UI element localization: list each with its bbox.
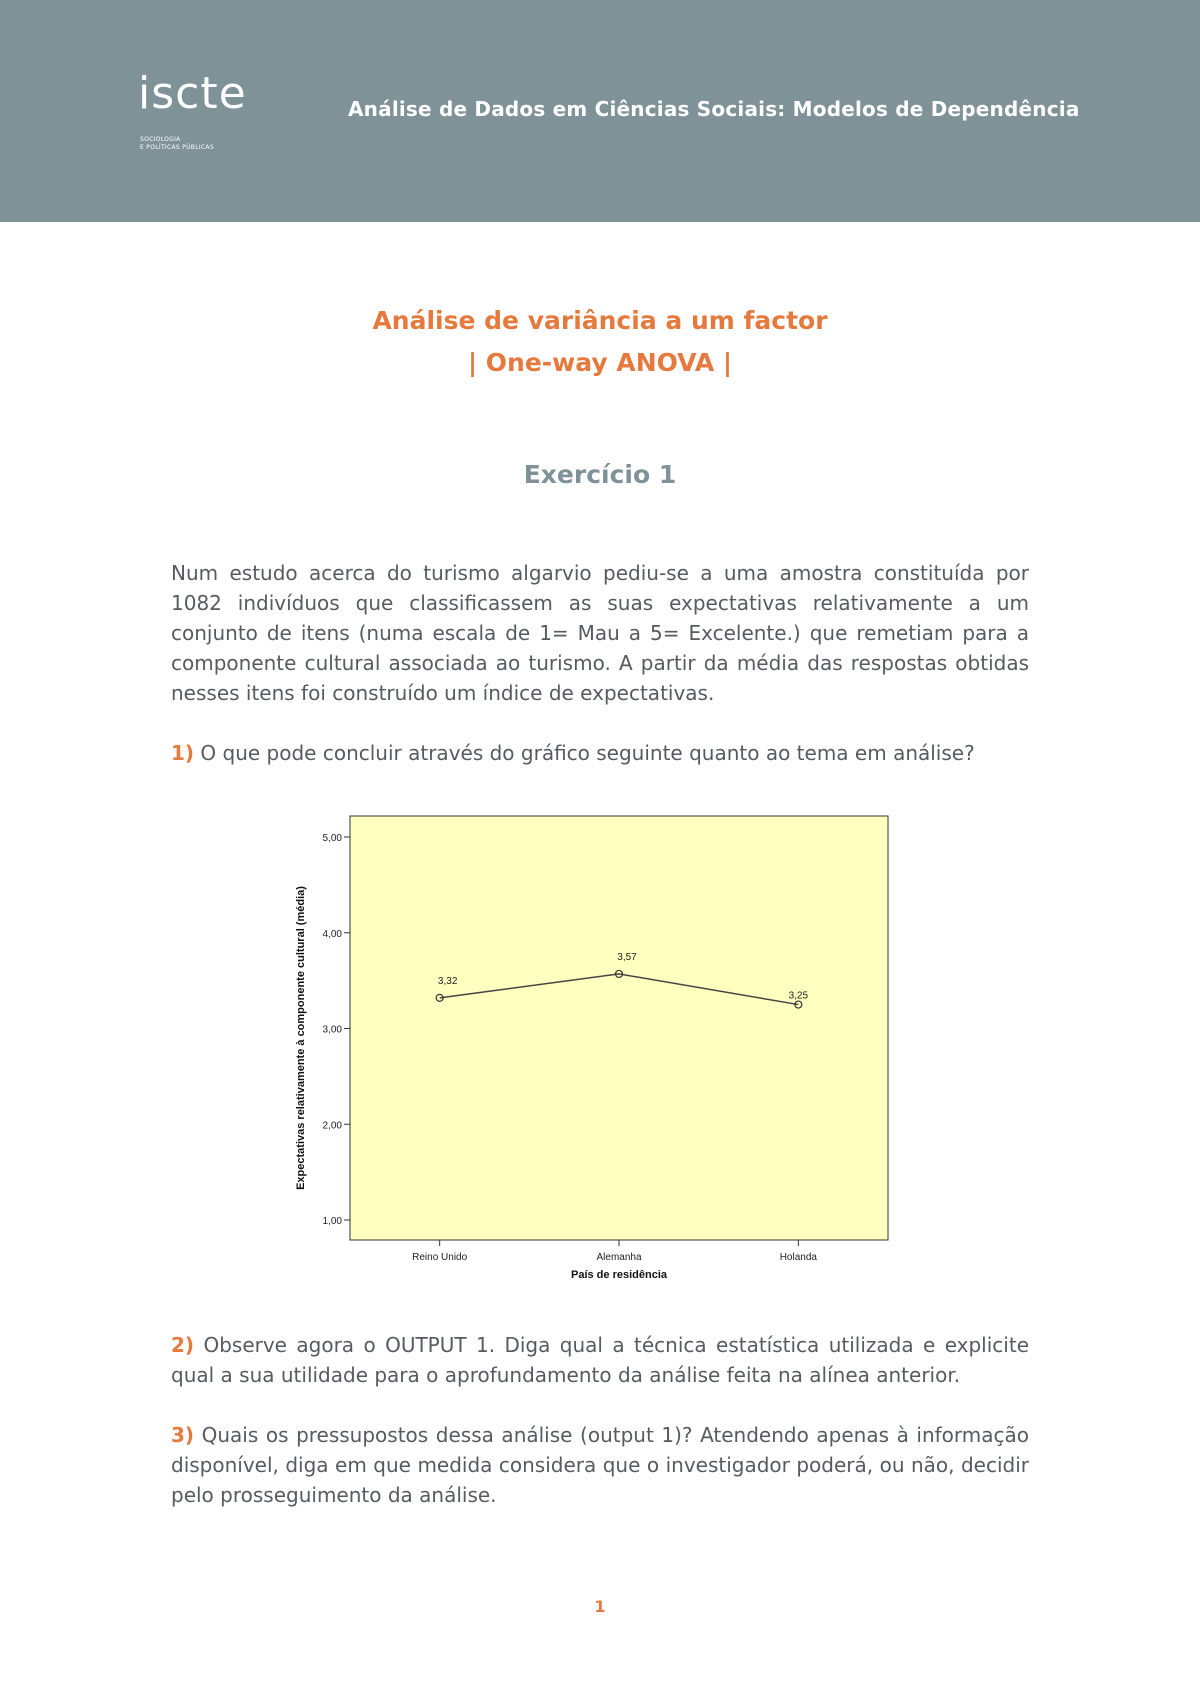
question-3-text: Quais os pressupostos dessa análise (output 1)? Atendendo apenas à informação disponível, diga em que medida considera que o investigador poderá, ou não, decidir pelo prosseguimento da análise.: [171, 1423, 1029, 1507]
x-tick-label: Reino Unido: [412, 1252, 468, 1263]
exercise-heading: Exercício 1: [523, 460, 677, 489]
data-label: 3,25: [788, 990, 809, 1002]
intro-paragraph: Num estudo acerca do turismo algarvio pediu-se a uma amostra constituída por 1082 indivíduos que classificassem as suas expectativas relativamente a um conjunto de itens (numa escala de 1= Mau a 5= Excelente.) que remetiam para a componente cultural associada ao turismo. A partir da média das respostas obtidas nesses itens foi construído um índice de expectativas.: [171, 561, 1029, 705]
y-tick-label: 2,00: [322, 1120, 342, 1132]
logo-subtitle: [140, 136, 214, 152]
logo-subtitle-line-2: E POLÍTICAS PÚBLICAS: [140, 144, 214, 151]
x-axis-title: País de residência: [571, 1269, 667, 1281]
x-tick-label: Holanda: [779, 1252, 817, 1263]
title-line-2: | One-way ANOVA |: [467, 348, 733, 377]
document-title: [0, 300, 1200, 384]
y-tick-label: 1,00: [322, 1216, 342, 1227]
question-3: [171, 1420, 1029, 1510]
course-title: Análise de Dados em Ciências Sociais: Modelos de Dependência: [348, 97, 1080, 121]
data-label: 3,57: [617, 951, 637, 963]
y-axis-title: Expectativas relativamente à componente cultural (média): [295, 886, 307, 1190]
iscte-logo: iscte: [138, 68, 247, 119]
question-2-number: 2): [171, 1333, 195, 1357]
data-label: 3,32: [437, 975, 458, 987]
means-line-chart: [290, 808, 910, 1288]
question-1-text: O que pode concluir através do gráfico seguinte quanto ao tema em análise?: [194, 741, 975, 765]
page-number: 1: [594, 1597, 606, 1616]
question-2: [171, 1330, 1029, 1390]
chart-svg: [290, 808, 910, 1288]
question-1: [171, 738, 1029, 768]
page-header: [0, 0, 1200, 222]
question-1-number: 1): [171, 741, 195, 765]
question-2-text: Observe agora o OUTPUT 1. Diga qual a técnica estatística utilizada e explicite qual a sua utilidade para o aprofundamento da análise feita na alínea anterior.: [171, 1333, 1029, 1387]
plot-area: [350, 816, 888, 1240]
y-tick-label: 4,00: [322, 928, 342, 940]
x-tick-label: Alemanha: [596, 1252, 642, 1263]
logo-subtitle-line-1: SOCIOLOGIA: [140, 136, 181, 143]
y-tick-label: 3,00: [322, 1024, 342, 1036]
y-tick-label: 5,00: [322, 833, 342, 844]
title-line-1: Análise de variância a um factor: [372, 306, 828, 335]
question-3-number: 3): [171, 1423, 195, 1447]
